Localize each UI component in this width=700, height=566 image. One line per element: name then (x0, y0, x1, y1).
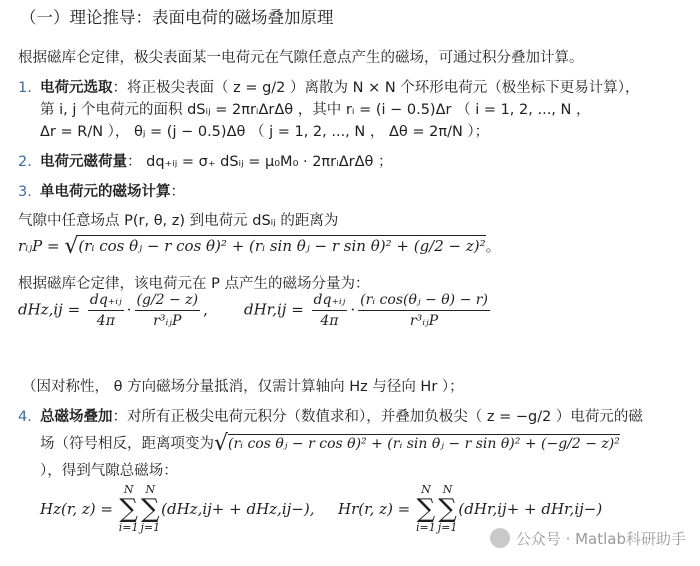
step4-text2: 场（符号相反，距离项变为 (40, 436, 214, 452)
distance-equation (18, 234, 501, 259)
step4-line2 (40, 431, 620, 456)
distance-radicand: (rᵢ cos θⱼ − r cos θ)² + (rᵢ sin θⱼ − r sin θ)² + (g/2 − z)² (78, 237, 486, 255)
step4-radicand: (rᵢ cos θⱼ − r cos θ)² + (rᵢ sin θⱼ − r sin θ)² + (−g/2 − z)² (228, 436, 620, 452)
step3-heading: 单电荷元的磁场计算 (40, 184, 171, 200)
step2-line (18, 152, 393, 172)
dhr-frac2: $\frac{\text{(rᵢ cos(θⱼ − θ) − r)}}{\text{r³ᵢⱼP}}$ (360, 292, 488, 329)
step2-formula: ： dq₊ᵢⱼ = σ₊ dSᵢⱼ = μ₀M₀ · 2πrᵢΔrΔθ ； (127, 154, 393, 170)
step1-line2: 第 i, j 个电荷元的面积 dSᵢⱼ = 2πrᵢΔrΔθ ，其中 rᵢ = (i − 0.5)Δr （ i = 1, 2, ..., N ， (40, 102, 591, 118)
dhr-lhs: dHr,ij = (244, 300, 309, 319)
sqrt-sign: √ (64, 234, 79, 259)
hz-lhs: Hz(r, z) = (40, 500, 118, 518)
symmetry-note: （因对称性， θ 方向磁场分量抵消，仅需计算轴向 Hz 与径向 Hr ）； (22, 379, 464, 395)
sqrt-sign-2: √ (214, 431, 229, 456)
dhz-frac1: $\frac{\text{dq₊ᵢⱼ}}{4\pi}$ (89, 292, 122, 329)
dhr-equation: dHr,ij = $\frac{\text{dq₊ᵢⱼ}}{4\pi}$ · $\frac{\text{(rᵢ cos(θⱼ − θ) − r)}}{\text{r³ᵢⱼP}}$ (244, 292, 488, 329)
step1-text1: ：将正极尖表面（ z = g/2 ）离散为 N × N 个环形电荷元（极坐标下更易计算）， (112, 80, 640, 96)
step4-heading: 总磁场叠加 (40, 409, 113, 425)
step4-number: 4. (18, 409, 32, 425)
dhz-equation: dHz,ij = $\frac{\text{dq₊ᵢⱼ}}{4\pi}$ · $\frac{(g/2 - z)}{\text{r³ᵢⱼP}}$ , (18, 292, 208, 329)
sum-j-hr: N ∑ j=1 (437, 483, 458, 534)
step4-line1 (18, 407, 643, 427)
hr-lhs: Hr(r, z) = (338, 500, 416, 518)
step4-text1: ：对所有正极尖电荷元积分（数值求和），并叠加负极尖（ z = −g/2 ）电荷元的磁 (112, 409, 643, 425)
dhz-frac2: $\frac{(g/2 - z)}{\text{r³ᵢⱼP}}$ (136, 292, 199, 329)
step4-line3: ），得到气隙总磁场： (40, 463, 178, 479)
hr-equation (338, 484, 602, 534)
component-text: 根据磁库仑定律，该电荷元在 P 点产生的磁场分量为： (18, 276, 370, 292)
dhz-lhs: dHz,ij = (18, 300, 85, 319)
intro-paragraph: 根据磁库仑定律，极尖表面某一电荷元在气隙任意点产生的磁场，可通过积分叠加计算。 (18, 50, 584, 66)
step3-colon: ： (170, 184, 185, 200)
wechat-icon (490, 528, 510, 548)
watermark-text: 公众号 · Matlab科研助手 (515, 530, 686, 548)
step1-line3: Δr = R/N ）， θⱼ = (j − 0.5)Δθ （ j = 1, 2, ..., N ， Δθ = 2π/N ）； (40, 124, 490, 140)
watermark (490, 528, 686, 549)
step2-number: 2. (18, 154, 32, 170)
distance-end: 。 (485, 237, 501, 255)
step1-line1 (18, 78, 640, 98)
sum-j-hz: N ∑ j=1 (140, 483, 161, 534)
step3-number: 3. (18, 184, 32, 200)
step1-heading: 电荷元选取 (40, 80, 113, 96)
step2-heading: 电荷元磁荷量 (40, 154, 127, 170)
hz-equation (40, 484, 314, 534)
distance-lhs: rᵢⱼP = (18, 237, 65, 255)
sum-i-hr: N ∑ i=1 (416, 483, 436, 534)
sum-i-hz: N ∑ i=1 (118, 483, 139, 534)
section-title: （一）理论推导：表面电荷的磁场叠加原理 (20, 8, 334, 27)
hr-body: (dHr,ij+ + dHr,ij−) (458, 500, 603, 518)
distance-text: 气隙中任意场点 P(r, θ, z) 到电荷元 dSᵢⱼ 的距离为 (18, 213, 339, 229)
step3-heading-line (18, 182, 185, 202)
dhr-frac1: $\frac{\text{dq₊ᵢⱼ}}{4\pi}$ (313, 292, 346, 329)
hz-body: (dHz,ij+ + dHz,ij−), (161, 500, 315, 518)
step1-number: 1. (18, 80, 32, 96)
